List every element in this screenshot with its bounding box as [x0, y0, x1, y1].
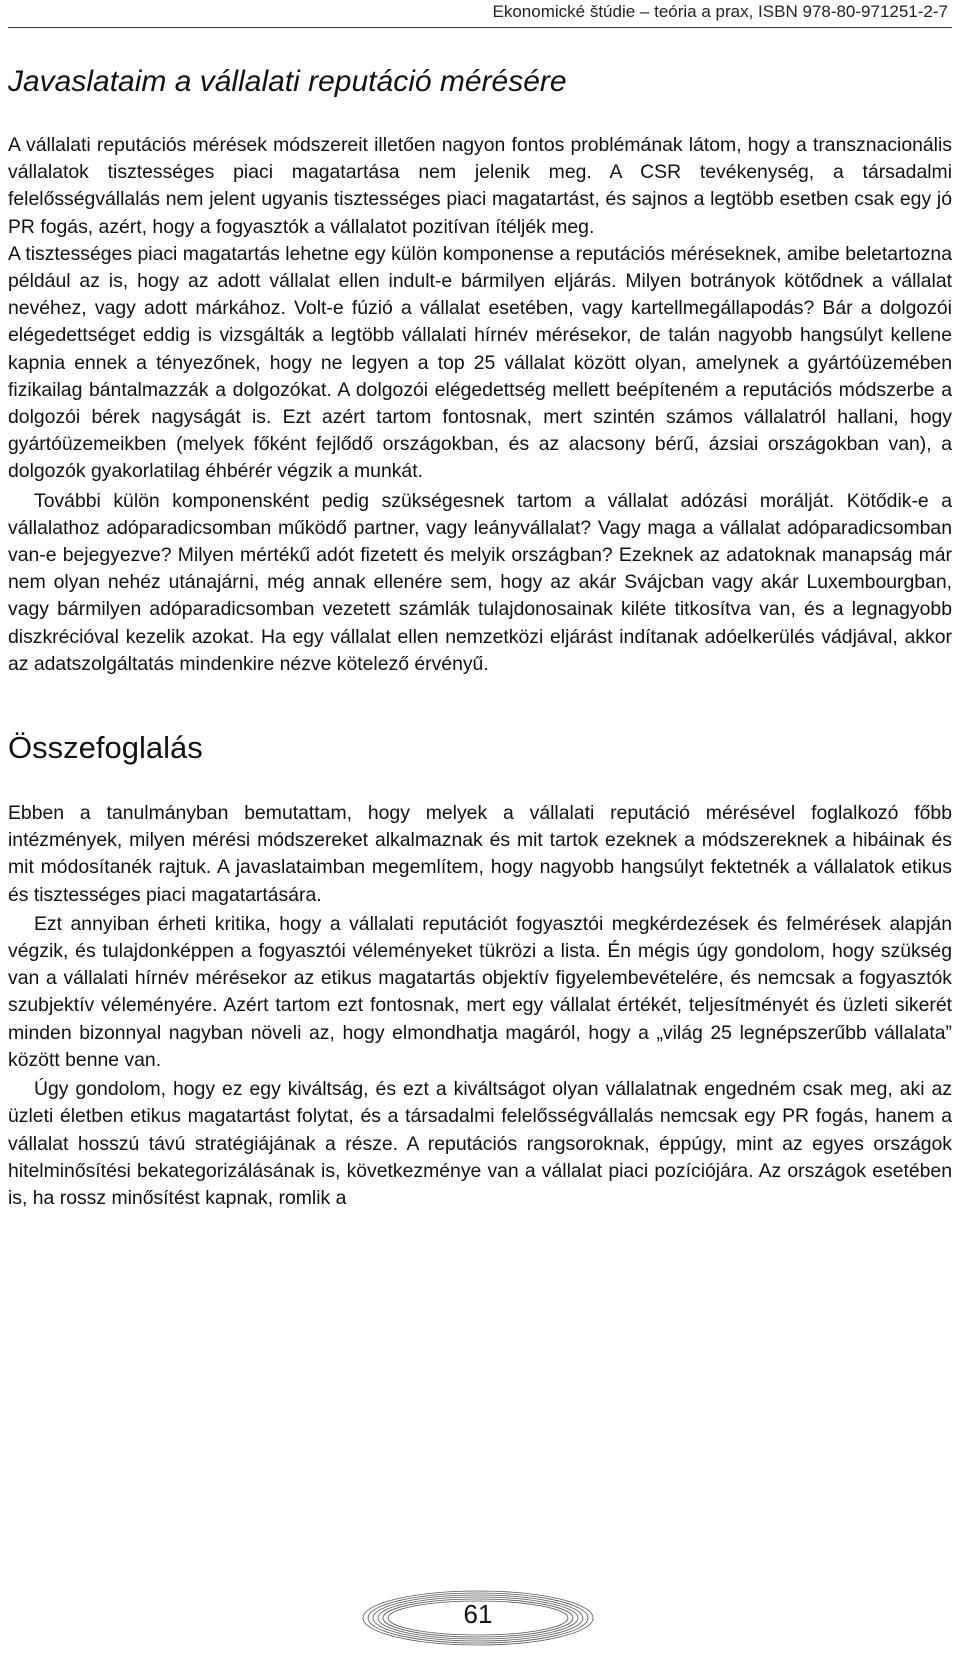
- paragraph: A tisztességes piaci magatartás lehetne egy külön komponense a reputációs méréseknek, amibe beletartozna például az is, hogy az adott vállalat ellen indult-e bármilyen eljárás. Milyen botrányok kötődnek a vállalat nevéhez, vagy adott márkához. Volt-e fúzió a vállalat esetében, vagy kartellmegállapodás? Bár a dolgozói elégedettséget eddig is vizsgálták a legtöbb vállalati hírnév mérésekor, de talán nagyobb hangsúlyt kellene kapnia ennek a tényezőnek, hogy ne legyen a top 25 vállalat között olyan, amelynek a gyártóüzemében fizikailag bántalmazzák a dolgozókat. A dolgozói elégedettség mellett beépíteném a reputációs módszerbe a dolgozói bérek nagyságát is. Ezt azért tartom fontosnak, mert szintén számos vállalatról hallani, hogy gyártóüzemeikben (melyek főként fejlődő országokban, és az alacsony bérű, ázsiai országokban van), a dolgozók gyakorlatilag éhbérér végzik a munkát.: [8, 242, 952, 483]
- paragraph: Ezt annyiban érheti kritika, hogy a vállalati reputációt fogyasztói megkérdezések és felmérések alapján végzik, és tulajdonképpen a fogyasztói véleményeket tükrözi a lista. Én mégis úgy gondolom, hogy szükség van a vállalati hírnév mérésekor az etikus magatartás objektív figyelembevételére, és nemcsak a fogyasztók szubjektív véleményére. Azért tartom ezt fontosnak, mert egy vállalat értékét, teljesítményét és üzleti sikerét minden bizonnyal nagyban növeli az, hogy elmondhatja magáról, hogy a „világ 25 legnépszerűbb vállalata” között benne van.: [8, 912, 952, 1071]
- page-number: 61: [463, 1599, 493, 1629]
- header-rule: [8, 27, 952, 28]
- paragraph: További külön komponensként pedig szükségesnek tartom a vállalat adózási morálját. Kötődik-e a vállalathoz adóparadicsomban működő partner, vagy leányvállalat? Vagy maga a vállalat adóparadicsomban van-e bejegyezve? Milyen mértékű adót fizetett és melyik országban? Ezeknek az adatoknak manapság már nem olyan nehéz utánajárni, még annak ellenére sem, hogy az akár Svájcban vagy akár Luxembourgban, vagy bármilyen adóparadicsomban vezetett számlák tulajdonosainak kiléte titkosítva van, és a legnagyobb diszkrécióval kezelik azokat. Ha egy vállalat ellen nemzetközi eljárást indítanak adóelkerülés vádjával, akkor az adatszolgáltatás mindenkire nézve kötelező érvényű.: [8, 489, 952, 675]
- page-number-ornament: [358, 1588, 598, 1648]
- page-content: [8, 62, 952, 1212]
- running-header: Ekonomické štúdie – teória a prax, ISBN 978-80-971251-2-7: [492, 2, 948, 21]
- paragraph: A vállalati reputációs mérések módszereit illetően nagyon fontos problémának látom, hogy a transznacionális vállalatok tisztességes piaci magatartása nem jelenik meg. A CSR tevékenység, a társadalmi felelősségvállalás nem jelent ugyanis tisztességes piaci magatartást, és sajnos a legtöbb esetben csak egy jó PR fogás, azért, hogy a fogyasztók a vállalatot pozitívan ítéljék meg.: [8, 134, 952, 238]
- section-title-summary: Összefoglalás: [8, 730, 203, 766]
- paragraph: Úgy gondolom, hogy ez egy kiváltság, és ezt a kiváltságot olyan vállalatnak engedném csak meg, aki az üzleti életben etikus magatartást folytat, és a társadalmi felelősségvállalás nemcsak egy PR fogás, hanem a vállalat hosszú távú stratégiájának a része. A reputációs rangsoroknak, éppúgy, mint az egyes országok hitelminősítési bekategorizálásának is, következménye van a vállalat piaci pozíciójára. Az országok esetében is, ha rossz minősítést kapnak, romlik a: [8, 1078, 952, 1209]
- paragraph: Ebben a tanulmányban bemutattam, hogy melyek a vállalati reputáció mérésével foglalkozó főbb intézmények, milyen mérési módszereket alkalmaznak és mit tartok ezeknek a módszereknek a hibáinak és mit módosítanék rajtuk. A javaslataimban megemlítem, hogy nagyobb hangsúlyt fektetnék a vállalatok etikus és tisztességes piaci magatartására.: [8, 802, 952, 906]
- section-title-proposals: Javaslataim a vállalati reputáció mérésére: [8, 65, 567, 98]
